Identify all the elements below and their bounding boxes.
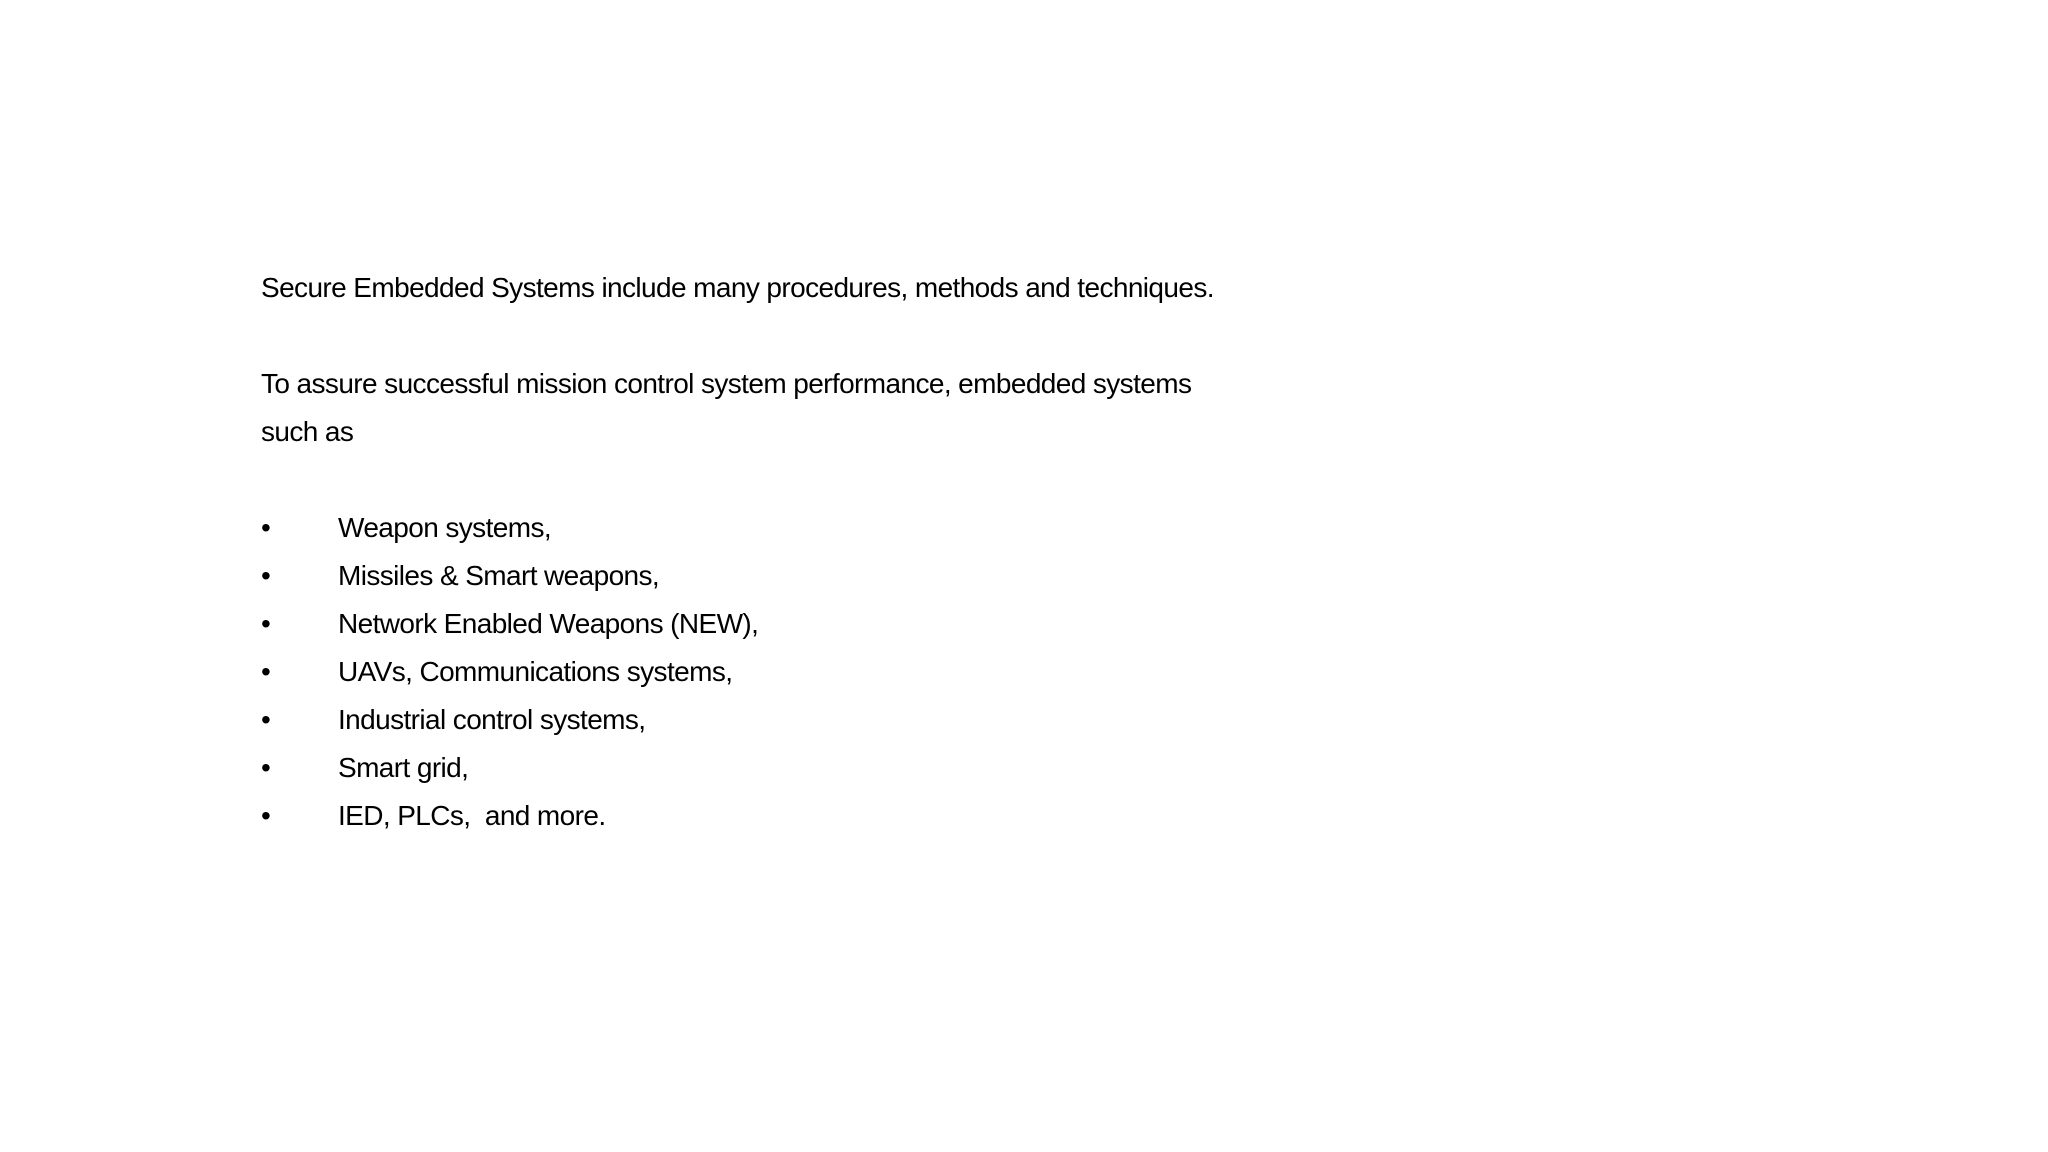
list-item xyxy=(261,600,1261,648)
list-item-text: Missiles & Smart weapons, xyxy=(338,560,660,591)
list-item-text: Network Enabled Weapons (NEW), xyxy=(338,608,759,639)
list-item-text: Industrial control systems, xyxy=(338,704,646,735)
list-item xyxy=(261,792,1261,840)
lead-text-line-2: such as xyxy=(261,416,354,447)
list-item-text: IED, PLCs, and more. xyxy=(338,800,606,831)
spacer xyxy=(261,456,1261,504)
bullet-icon: • xyxy=(261,656,271,687)
bullet-icon: • xyxy=(261,704,271,735)
list-item-text: Smart grid, xyxy=(338,752,469,783)
bullet-icon: • xyxy=(261,608,271,639)
bullet-icon: • xyxy=(261,800,271,831)
list-item xyxy=(261,696,1261,744)
spacer xyxy=(261,312,1261,360)
list-item xyxy=(261,648,1261,696)
intro-text: Secure Embedded Systems include many procedures, methods and techniques. xyxy=(261,272,1214,303)
bullet-icon: • xyxy=(261,512,271,543)
bullet-icon: • xyxy=(261,752,271,783)
list-item xyxy=(261,504,1261,552)
list-item xyxy=(261,552,1261,600)
list-item xyxy=(261,744,1261,792)
slide-body xyxy=(261,264,1261,840)
list-item-text: Weapon systems, xyxy=(338,512,552,543)
lead-text-line-1: To assure successful mission control system performance, embedded systems xyxy=(261,368,1192,399)
list-item-text: UAVs, Communications systems, xyxy=(338,656,733,687)
bullet-icon: • xyxy=(261,560,271,591)
bullet-list xyxy=(261,504,1261,840)
